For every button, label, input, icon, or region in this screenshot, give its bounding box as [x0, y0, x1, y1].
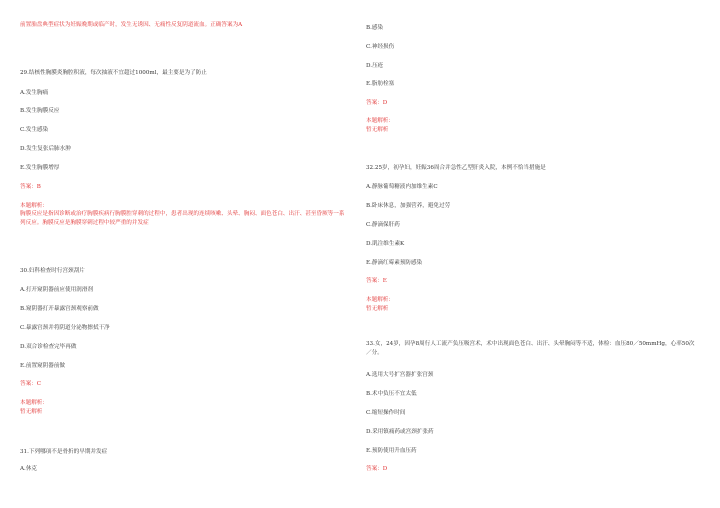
q30-answer: 答案：C: [20, 381, 42, 387]
q29-option-b: B.发生胸膜反应: [20, 108, 60, 114]
q29-option-d: D.发生复张后肺水肿: [20, 146, 71, 152]
q29-analysis-text: 胸膜反应是指因诊断或治疗胸膜疾病行胸膜腔穿刺的过程中，患者出现的连续咳嗽、头晕、胸闷、面色苍白、出汗、甚至昏厥等一系列反应。胸膜反应是胸膜穿刺过程中较严重的并发症: [20, 211, 345, 226]
q31-option-b: B.感染: [366, 25, 384, 31]
q32-option-c: C.静滴保肝药: [366, 222, 400, 228]
q33-option-b: B.术中负压不宜太低: [366, 391, 417, 397]
q29-option-e: E.发生胸膜增厚: [20, 165, 60, 171]
q31-analysis-text: 暂无解析: [366, 127, 389, 133]
q30-stem: 30.妇科检查时行宫颈刮片: [20, 268, 85, 274]
q33-answer: 答案：D: [366, 466, 388, 472]
q32-analysis-label: 本题解析：: [366, 297, 394, 303]
q30-option-e: E.前置窥阴器前做: [20, 363, 66, 369]
q31-answer: 答案：D: [366, 100, 388, 106]
q31-option-d: D.压疮: [366, 63, 384, 69]
q31-analysis-label: 本题解析：: [366, 118, 394, 124]
q33-option-e: E.预防使用升血压药: [366, 448, 417, 454]
q31-stem: 31.下列哪项不是骨折的早期并发症: [20, 449, 108, 455]
q32-answer: 答案：E: [366, 278, 387, 284]
q31-option-c: C.神经损伤: [366, 44, 395, 50]
q32-option-a: A.静脉葡萄糖液内加维生素C: [366, 184, 438, 190]
q30-option-b: B.窥阴器打开暴露宫颈观察前做: [20, 306, 99, 312]
q32-stem: 32.25岁，初孕妇，妊娠36周合并急性乙型肝炎入院，本例不恰当措施是: [366, 165, 546, 171]
q31-option-e: E.脂肪栓塞: [366, 81, 395, 87]
q32-option-e: E.静滴红霉素预防感染: [366, 260, 423, 266]
q33-option-a: A.选用大号扩宫器扩张宫颈: [366, 372, 434, 378]
q33-stem: 33.女，24岁，因孕8周行人工流产负压吸宫术，术中出现面色苍白、出汗、头晕胸闷等不适，体检：血压80／50mmHg，心率50次／分。: [366, 341, 695, 356]
q32-option-d: D.肌注维生素K: [366, 241, 405, 247]
q32-option-b: B.卧床休息，加强营养，避免过劳: [366, 203, 451, 209]
q31-option-a: A.休克: [20, 466, 38, 472]
q30-option-d: D.双合诊检查完毕再做: [20, 344, 77, 350]
q30-option-a: A.打开窥阴器前应使用润滑剂: [20, 287, 93, 293]
q32-analysis-text: 暂无解析: [366, 306, 389, 312]
q30-option-c: C.暴露宫颈并将阴道分泌物擦拭干净: [20, 325, 110, 331]
q29-option-a: A.发生胸痛: [20, 90, 49, 96]
q33-option-d: D.采用镇痛药或宫颈扩张药: [366, 429, 434, 435]
q29-stem: 29.结核性胸膜炎胸腔积液，每次抽液不宜超过1000ml，最主要是为了防止: [20, 70, 207, 76]
q28-explanation-tail: 前置胎盘典型症状为妊娠晚期或临产时，发生无诱因、无痛性反复阴道流血。正确答案为A: [20, 22, 243, 28]
q33-option-c: C.缩短操作时间: [366, 410, 406, 416]
q29-answer: 答案：B: [20, 184, 41, 190]
q30-analysis-text: 暂无解析: [20, 409, 43, 415]
q29-option-c: C.发生感染: [20, 127, 49, 133]
q30-analysis-label: 本题解析：: [20, 400, 48, 406]
q29-analysis-label: 本题解析：: [20, 203, 48, 209]
